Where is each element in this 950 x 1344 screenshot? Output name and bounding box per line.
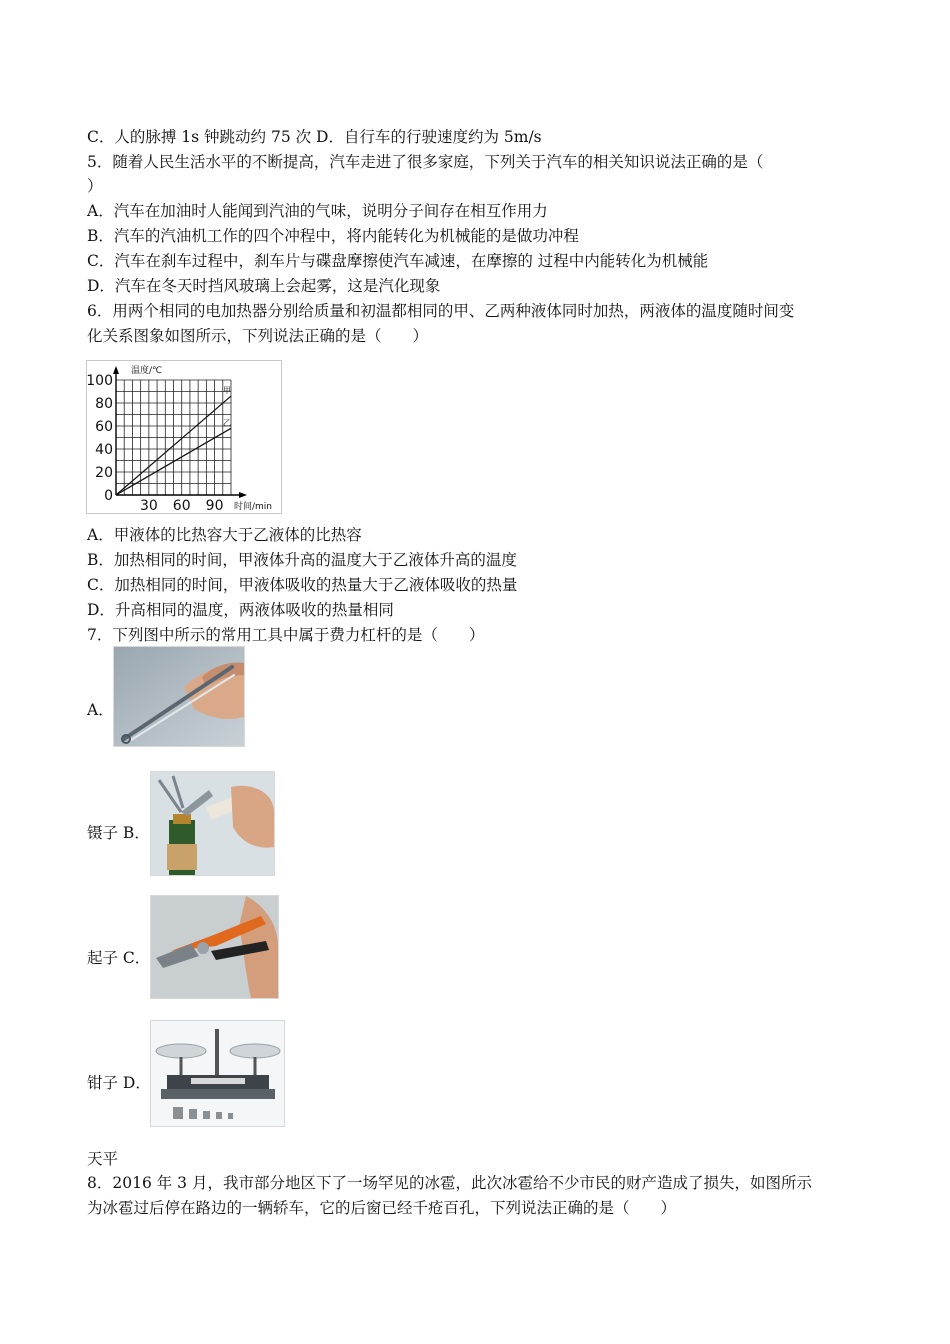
q5-option-b: B．汽车的汽油机工作的四个冲程中，将内能转化为机械能的是做功冲程: [87, 227, 579, 245]
q7-option-d-label: 钳子 D．: [87, 1074, 151, 1092]
q6-option-d: D．升高相同的温度，两液体吸收的热量相同: [87, 601, 394, 619]
q7-stem: 7．下列图中所示的常用工具中属于费力杠杆的是（ ）: [87, 626, 485, 644]
q8-stem: 8．2016 年 3 月，我市部分地区下了一场罕见的冰雹，此次冰雹给不少市民的财产造成了损失，如图所示: [87, 1174, 812, 1192]
series-label-yi: 乙: [223, 418, 231, 428]
q5-option-c: C．汽车在刹车过程中，刹车片与碟盘摩擦使汽车减速，在摩擦的 过程中内能转化为机械能: [87, 252, 709, 270]
y-tick-label: 40: [95, 442, 113, 458]
tianping-label: 天平: [87, 1150, 119, 1168]
series-label-jia: 甲: [223, 386, 231, 396]
x-tick-label: 60: [172, 498, 191, 514]
q5-stem: 5．随着人民生活水平的不断提高，汽车走进了很多家庭，下列关于汽车的相关知识说法正确的是（: [87, 153, 764, 171]
tweezers-photo: [113, 646, 245, 747]
y-tick-label: 60: [95, 419, 113, 435]
y-tick-label: 100: [86, 373, 113, 389]
q6-stem: 6．用两个相同的电加热器分别给质量和初温都相同的甲、乙两种液体同时加热，两液体的温度随时间变: [87, 302, 795, 320]
bottle-opener-photo: [150, 771, 275, 876]
y-tick-label: 20: [95, 465, 113, 481]
q8-stem-cont: 为冰雹过后停在路边的一辆轿车，它的后窗已经千疮百孔，下列说法正确的是（ ）: [87, 1199, 677, 1217]
temperature-time-chart: [86, 360, 282, 514]
y-axis-label: 温度/℃: [131, 366, 163, 376]
q7-option-c-label: 起子 C．: [87, 949, 151, 967]
q6-option-c: C．加热相同的时间，甲液体吸收的热量大于乙液体吸收的热量: [87, 576, 518, 594]
y-tick-label: 0: [104, 488, 113, 504]
balance-scale-photo: [150, 1020, 285, 1127]
x-tick-label: 90: [205, 498, 224, 514]
q6-option-a: A．甲液体的比热容大于乙液体的比热容: [87, 526, 362, 544]
q5-stem-cont: ）: [87, 177, 103, 195]
pliers-photo: [150, 895, 279, 999]
x-tick-label: 30: [139, 498, 158, 514]
q7-option-b-label: 镊子 B．: [87, 824, 150, 842]
q5-option-a: A．汽车在加油时人能闻到汽油的气味，说明分子间存在相互作用力: [87, 202, 548, 220]
q6-stem-cont: 化关系图象如图所示，下列说法正确的是（ ）: [87, 327, 429, 345]
q7-option-a-label: A．: [87, 701, 114, 719]
q6-option-b: B．加热相同的时间，甲液体升高的温度大于乙液体升高的温度: [87, 551, 517, 569]
q4-option-c: C．人的脉搏 1s 钟跳动约 75 次 D．自行车的行驶速度约为 5m/s: [87, 128, 542, 146]
x-axis-label: 时间/min: [234, 502, 273, 512]
q5-option-d: D．汽车在冬天时挡风玻璃上会起雾，这是汽化现象: [87, 277, 441, 295]
y-tick-label: 80: [95, 396, 113, 412]
